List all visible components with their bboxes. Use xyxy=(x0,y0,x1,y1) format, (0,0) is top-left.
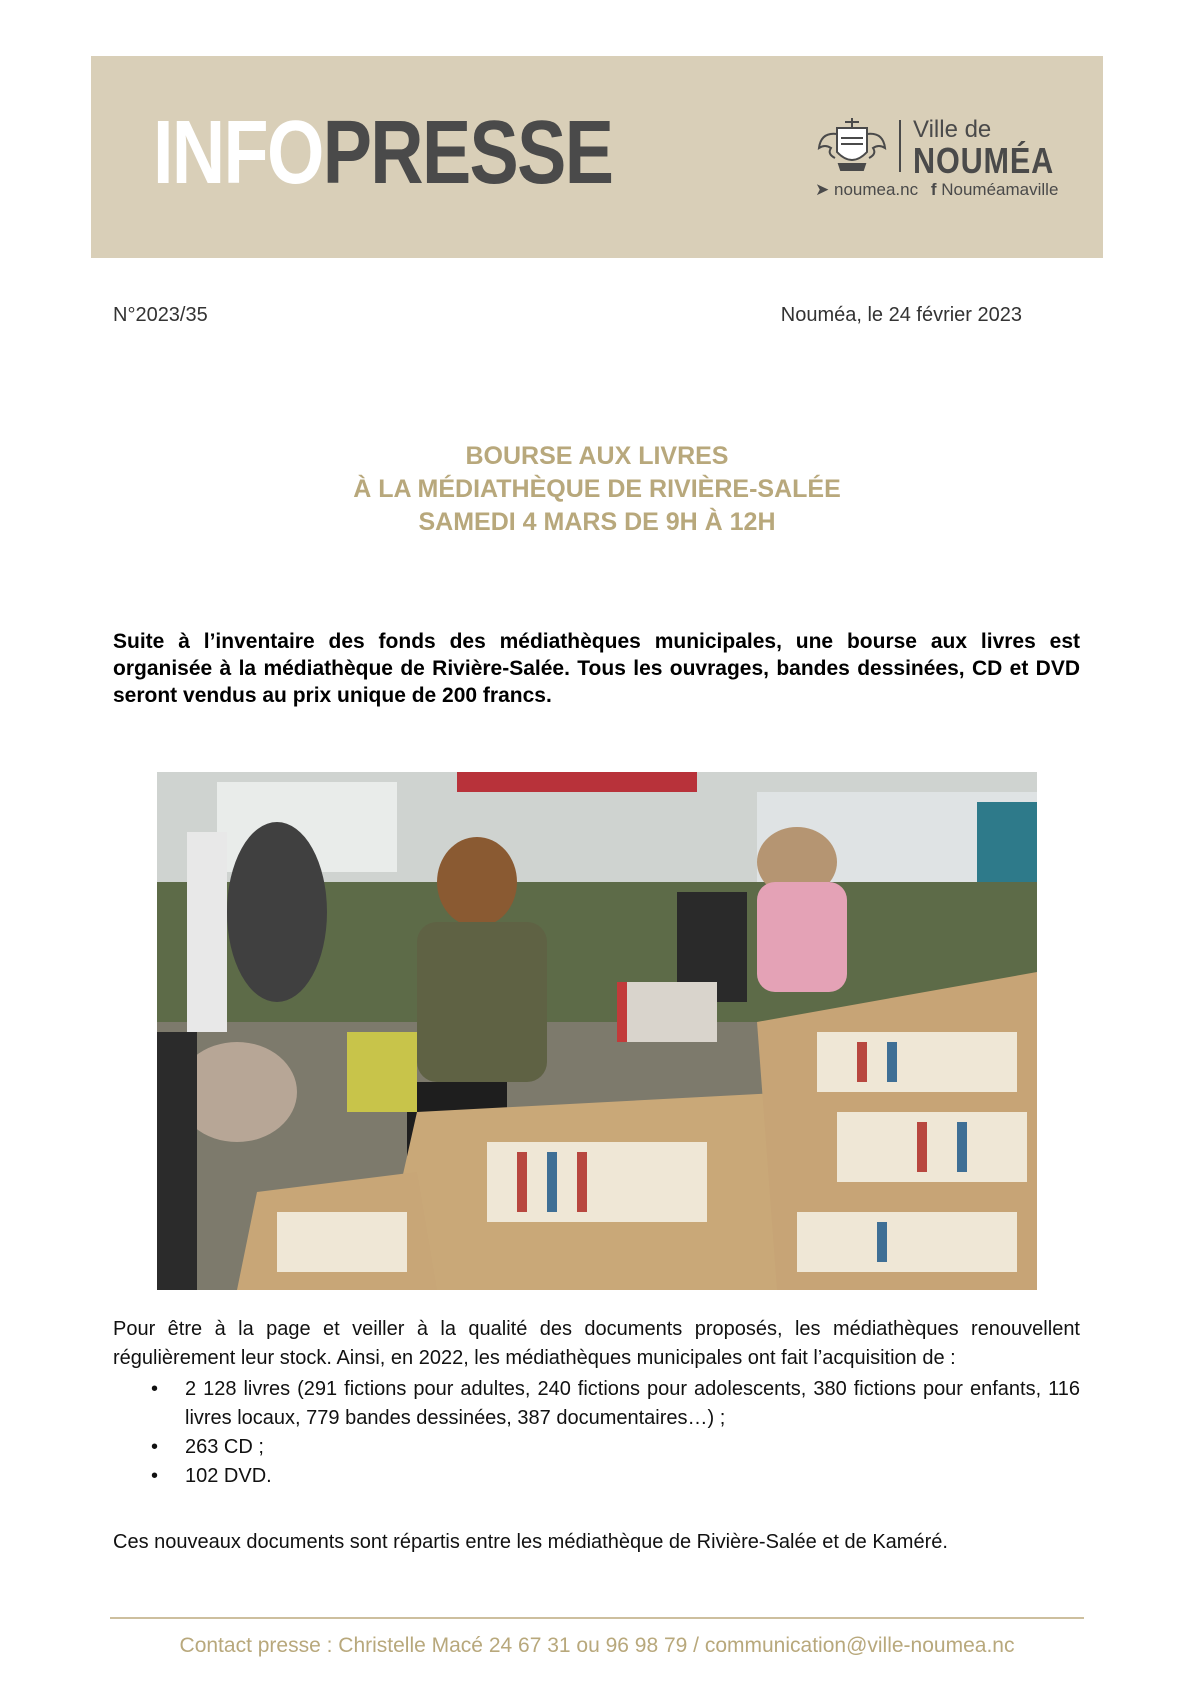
press-number: N°2023/35 xyxy=(113,304,208,326)
logo-divider xyxy=(899,120,901,172)
logo-ville-de: Ville de xyxy=(913,116,992,143)
header-banner xyxy=(91,56,1103,258)
press-contact: Contact presse : Christelle Macé 24 67 31 ou 96 98 79 / communication@ville-noumea.nc xyxy=(179,1634,1015,1657)
body-intro: Pour être à la page et veiller à la qualité des documents proposés, les médiathèques renouvellent régulièrement leur stock. Ainsi, en 2022, les médiathèques municipales ont fait l’acquisition de : xyxy=(113,1318,1080,1369)
brand-info: INFO xyxy=(153,103,323,203)
list-item: • 263 CD ; xyxy=(113,1433,1080,1462)
logo-links xyxy=(815,180,1058,200)
city-crest-icon xyxy=(815,114,889,176)
logo-noumea: NOUMÉA xyxy=(913,140,1055,181)
press-date: Nouméa, le 24 février 2023 xyxy=(780,304,1022,326)
send-icon: ➤ xyxy=(815,180,830,199)
title-line-3: SAMEDI 4 MARS DE 9H À 12H xyxy=(418,508,776,536)
list-item: • 2 128 livres (291 fictions pour adultes, 240 fictions pour adolescents, 380 fictions pour enfants, 116 livres locaux, 779 bandes dessinées, 387 documentaires…) ; xyxy=(113,1375,1080,1433)
photo-illustration xyxy=(157,772,1037,1290)
footer-divider xyxy=(110,1617,1084,1619)
page-title xyxy=(91,440,1103,539)
title-line-1: BOURSE AUX LIVRES xyxy=(465,442,729,470)
facebook-link[interactable]: Nouméamaville xyxy=(941,180,1059,199)
body-outro: Ces nouveaux documents sont répartis entre les médiathèque de Rivière-Salée et de Kaméré. xyxy=(113,1531,948,1553)
title-line-2: À LA MÉDIATHÈQUE DE RIVIÈRE-SALÉE xyxy=(353,475,841,503)
info-presse-wordmark xyxy=(153,103,613,203)
brand-presse: PRESSE xyxy=(322,103,613,203)
acquisition-list xyxy=(113,1375,1080,1491)
lead-paragraph: Suite à l’inventaire des fonds des médiathèques municipales, une bourse aux livres est organisée à la médiathèque de Rivière-Salée. Tous les ouvrages, bandes dessinées, CD et DVD seront vendus au prix unique de 200 francs. xyxy=(113,630,1080,707)
facebook-icon: f xyxy=(930,180,937,199)
noumea-logo xyxy=(815,114,1065,202)
book-fair-photo xyxy=(157,772,1037,1290)
list-item: • 102 DVD. xyxy=(113,1462,1080,1491)
website-link[interactable]: noumea.nc xyxy=(833,180,919,199)
